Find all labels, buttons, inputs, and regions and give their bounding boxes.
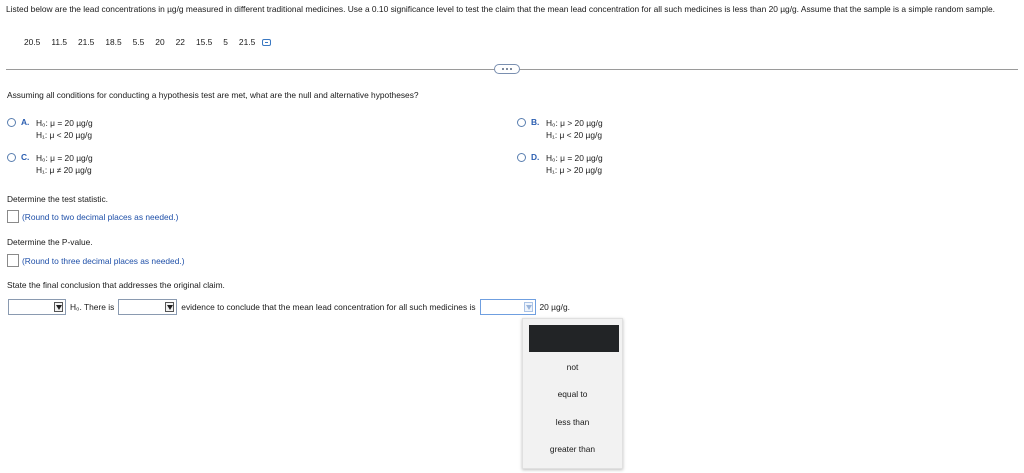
dot-icon [510, 68, 512, 70]
menu-option-greater-than[interactable]: greater than [549, 444, 596, 454]
data-values-row [24, 37, 271, 47]
conclusion-text-end: 20 µg/g. [539, 302, 570, 312]
menu-option-equal-to[interactable]: equal to [557, 389, 588, 399]
option-letter: B. [531, 117, 540, 127]
conclusion-row [8, 299, 570, 315]
evidence-dropdown[interactable] [118, 299, 177, 315]
data-value: 21.5 [78, 37, 95, 47]
dot-icon [502, 68, 504, 70]
test-statistic-label: Determine the test statistic. [7, 194, 109, 204]
alternative-hypothesis: H₁: μ < 20 µg/g [36, 130, 93, 140]
data-value: 21.5 [238, 37, 256, 47]
option-a[interactable] [7, 117, 93, 141]
option-letter: A. [21, 117, 30, 127]
conclusion-text-middle: evidence to conclude that the mean lead concentration for all such medicines is [181, 302, 476, 312]
test-statistic-input[interactable] [7, 210, 19, 223]
p-value-input[interactable] [7, 254, 19, 267]
conclusion-text-h0: H₀. There is [70, 302, 115, 312]
menu-option-less-than[interactable]: less than [555, 417, 590, 427]
null-hypothesis: H₀: μ = 20 µg/g [36, 153, 93, 163]
conclusion-label: State the final conclusion that addresses the original claim. [7, 280, 225, 290]
radio-button[interactable] [7, 118, 16, 127]
radio-button[interactable] [7, 153, 16, 162]
comparison-dropdown[interactable] [480, 299, 536, 315]
data-value: 15.5 [195, 37, 213, 47]
comparison-dropdown-menu [522, 318, 623, 469]
alternative-hypothesis: H₁: μ ≠ 20 µg/g [36, 165, 92, 175]
radio-button[interactable] [517, 118, 526, 127]
option-letter: D. [531, 152, 540, 162]
rounding-hint: (Round to two decimal places as needed.) [22, 211, 179, 222]
dropdown-arrow-icon[interactable] [524, 302, 533, 312]
problem-statement: Listed below are the lead concentrations in µg/g measured in different traditional medicines. Use a 0.10 significance level to test the claim that the mean lead concentration for all such medicines is less than 20 µg/g. Assume that the sample is a simple random sample. [6, 4, 995, 14]
menu-option-not[interactable]: not [566, 362, 579, 372]
option-b[interactable] [517, 117, 603, 141]
option-letter: C. [21, 152, 30, 162]
alternative-hypothesis: H₁: μ > 20 µg/g [546, 165, 603, 175]
data-value: 20 [155, 37, 165, 47]
hypothesis-question: Assuming all conditions for conducting a hypothesis test are met, what are the null and alternative hypotheses? [7, 90, 419, 100]
data-value: 20.5 [24, 37, 41, 47]
expand-more-button[interactable] [494, 64, 520, 74]
data-value: 5.5 [132, 37, 145, 47]
test-statistic-row [7, 210, 178, 223]
reject-decision-dropdown[interactable] [8, 299, 66, 315]
data-value: 22 [175, 37, 185, 47]
data-value: 18.5 [105, 37, 122, 47]
p-value-row [7, 254, 184, 267]
dot-icon [506, 68, 508, 70]
copy-data-icon[interactable] [262, 39, 271, 46]
radio-button[interactable] [517, 153, 526, 162]
data-value: 11.5 [51, 37, 67, 47]
highlighted-empty-option[interactable] [529, 325, 619, 352]
option-c[interactable] [7, 152, 93, 176]
null-hypothesis: H₀: μ = 20 µg/g [546, 153, 603, 163]
null-hypothesis: H₀: μ = 20 µg/g [36, 118, 93, 128]
null-hypothesis: H₀: μ > 20 µg/g [546, 118, 603, 128]
p-value-label: Determine the P-value. [7, 237, 93, 247]
alternative-hypothesis: H₁: μ < 20 µg/g [546, 130, 603, 140]
dropdown-arrow-icon[interactable] [54, 302, 63, 312]
option-d[interactable] [517, 152, 603, 176]
dropdown-arrow-icon[interactable] [165, 302, 174, 312]
rounding-hint: (Round to three decimal places as needed.) [22, 255, 185, 266]
data-value: 5 [223, 37, 228, 47]
